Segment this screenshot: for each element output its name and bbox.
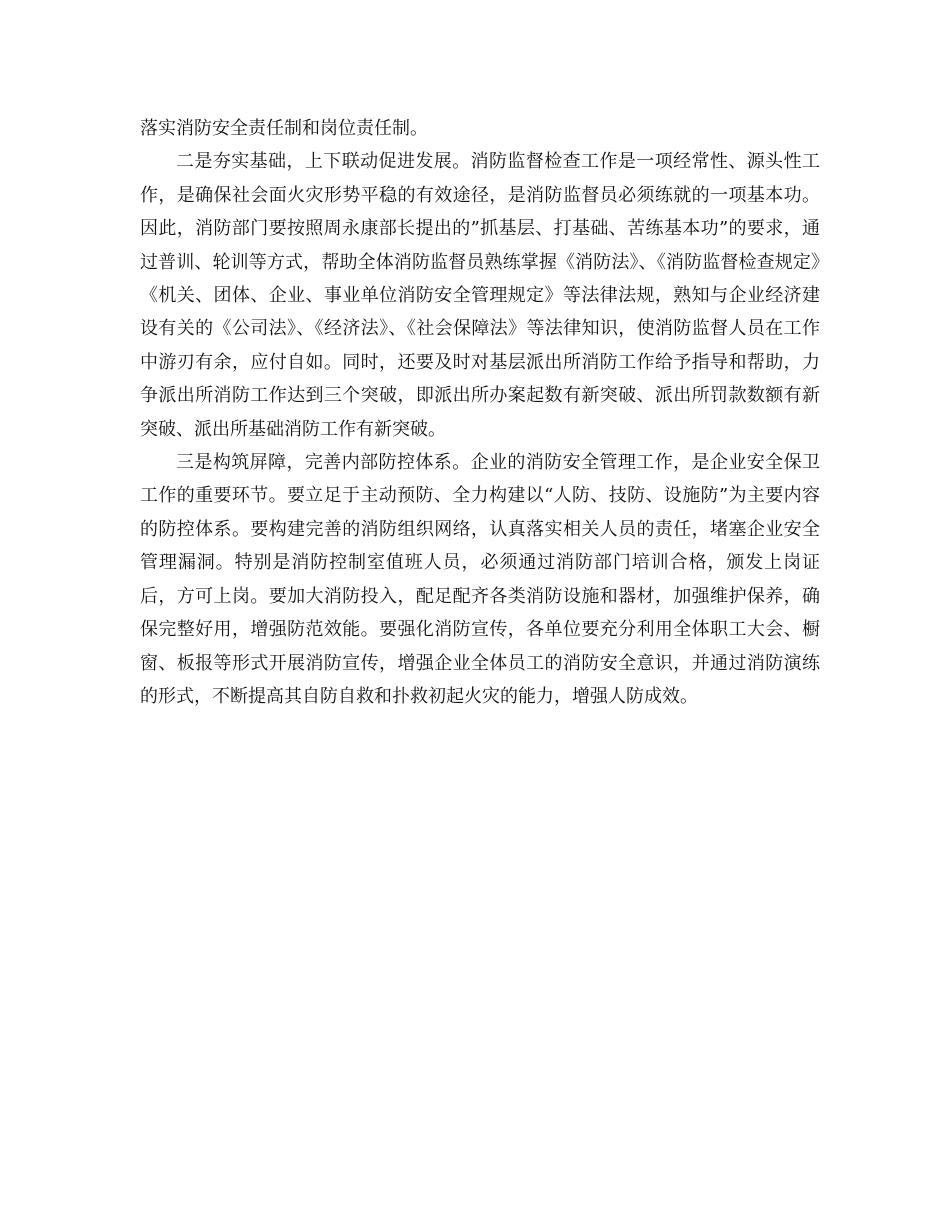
paragraph-continuation: 落实消防安全责任制和岗位责任制。 xyxy=(140,118,428,139)
paragraph-foundation: 二是夯实基础，上下联动促进发展。消防监督检查工作是一项经常性、源头性工作，是确保社会面火灾形势平稳的有效途径，是消防监督员必须练就的一项基本功。因此，消防部门要按照周永康部长提出的”抓基层、打基础、苦练基本功”的要求，通过普训、轮训等方式，帮助全体消防监督员熟练掌握《消防法》、《消防监督检查规定》《机关、团体、企业、事业单位消防安全管理规定》等法律法规，熟知与企业经济建设有关的《公司法》、《经济法》、《社会保障法》等法律知识，使消防监督人员在工作中游刃有余，应付自如。同时，还要及时对基层派出所消防工作给予指导和帮助，力争派出所消防工作达到三个突破，即派出所办案起数有新突破、派出所罚款数额有新突破、派出所基础消防工作有新突破。 xyxy=(140,151,820,440)
document-body xyxy=(140,112,820,713)
paragraph-barrier: 三是构筑屏障，完善内部防控体系。企业的消防安全管理工作，是企业安全保卫工作的重要环节。要立足于主动预防、全力构建以“人防、技防、设施防”为主要内容的防控体系。要构建完善的消防组织网络，认真落实相关人员的责任，堵塞企业安全管理漏洞。特别是消防控制室值班人员，必须通过消防部门培训合格，颁发上岗证后，方可上岗。要加大消防投入，配足配齐各类消防设施和器材，加强维护保养，确保完整好用，增强防范效能。要强化消防宣传，各单位要充分利用全体职工大会、橱窗、板报等形式开展消防宣传，增强企业全体员工的消防安全意识，并通过消防演练的形式，不断提高其自防自救和扑救初起火灾的能力，增强人防成效。 xyxy=(140,452,820,707)
